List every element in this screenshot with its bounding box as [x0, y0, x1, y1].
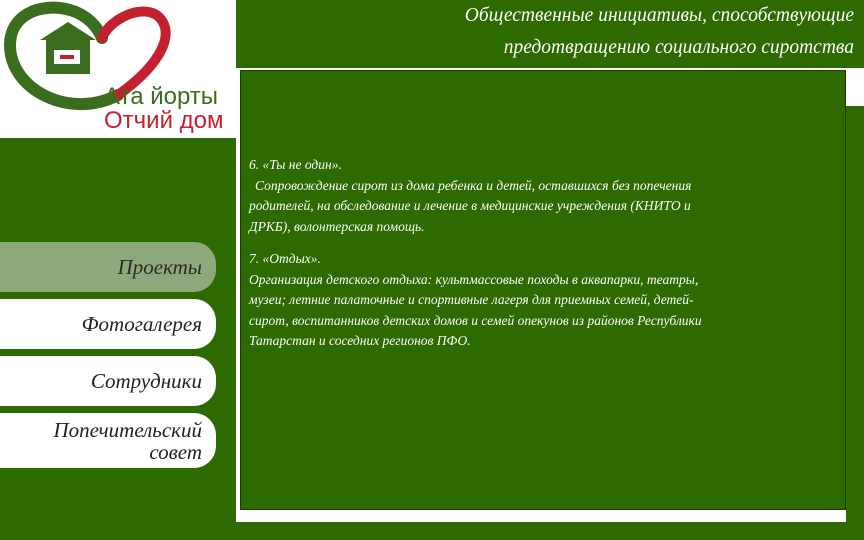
logo-text-ata-yorty: Ата йорты	[104, 83, 219, 110]
nav-item-photogallery[interactable]: Фотогалерея	[0, 299, 216, 349]
item-6-text-line-1: Сопровождение сирот из дома ребенка и детей, оставшихся без попечения	[255, 177, 692, 193]
item-6-title: 6. «Ты не один».	[249, 157, 342, 172]
page-title-line-2: предотвращению социального сиротства	[503, 37, 854, 58]
content-panel	[240, 70, 846, 510]
item-7-text-line-3: сирот, воспитанников детских домов и семей опекунов из районов Республики	[249, 312, 702, 328]
logo[interactable]	[0, 0, 236, 138]
content-text	[249, 155, 829, 352]
item-7-text-line-1: Организация детского отдыха: культмассовые походы в аквапарки, театры,	[249, 271, 699, 287]
nav-item-label-line-2: совет	[149, 440, 202, 464]
logo-text-otchiy-dom: Отчий дом	[104, 107, 224, 134]
nav-item-label-line-1: Попечительский	[53, 418, 202, 442]
item-6-text-line-2: родителей, на обследование и лечение в медицинские учреждения (КНИТО и	[249, 198, 691, 213]
page-header	[240, 0, 864, 66]
nav-item-board-of-trustees[interactable]	[0, 413, 216, 468]
page-title-line-1: Общественные инициативы, способствующие	[464, 5, 854, 26]
item-7-text-line-4: Татарстан и соседних регионов ПФО.	[249, 333, 471, 348]
nav-item-projects[interactable]: Проекты	[0, 242, 216, 292]
item-7-title: 7. «Отдых».	[249, 251, 321, 266]
item-6-text-line-3: ДРКБ), волонтерская помощь.	[249, 218, 425, 234]
nav-item-staff[interactable]: Сотрудники	[0, 356, 216, 406]
frame-edge	[846, 106, 864, 522]
item-7-text-line-2: музеи; летние палаточные и спортивные лагеря для приемных семей, детей-	[249, 292, 694, 307]
